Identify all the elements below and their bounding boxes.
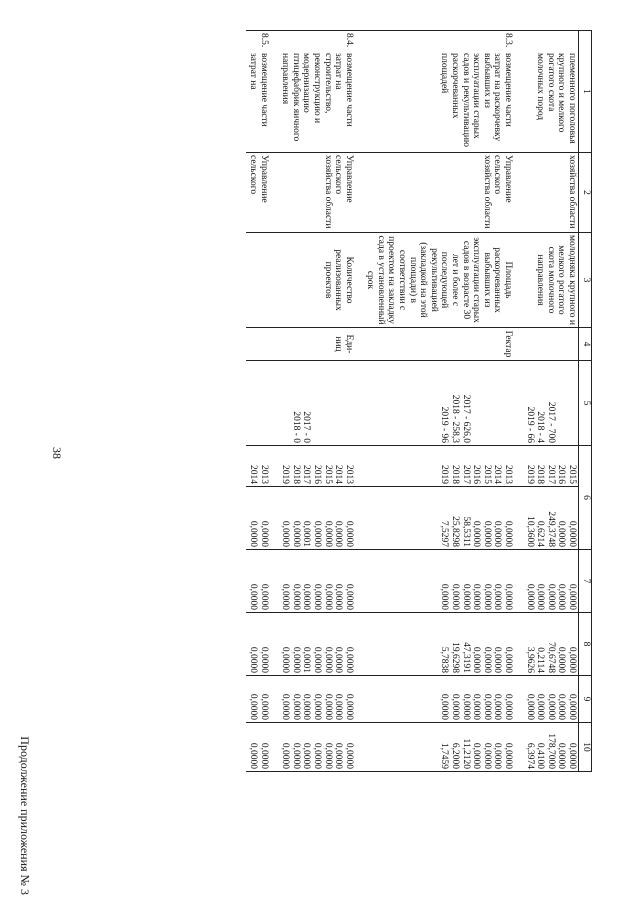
funding-value: 0,0000 — [492, 646, 503, 673]
target-value-cell — [246, 361, 278, 446]
funding-value: 0,0000 — [492, 583, 503, 610]
funding-value: 0,0000 — [280, 520, 291, 547]
funding-value: 7,5297 — [439, 520, 450, 547]
funding-cell-v9 — [364, 613, 523, 676]
year-value: 2017 — [460, 465, 471, 484]
funding-cell-v11 — [246, 723, 278, 772]
year-value: 2018 — [535, 465, 546, 484]
funding-cell-v7 — [246, 487, 278, 550]
funding-value: 0,0000 — [545, 583, 556, 610]
funding-value: 0,0000 — [311, 583, 322, 610]
col-header-4: 4 — [579, 328, 592, 361]
funding-value: 58,5311 — [460, 516, 471, 547]
table-row — [279, 31, 364, 772]
funding-value: 0,0000 — [567, 693, 577, 720]
col-header-9: 9 — [579, 676, 592, 723]
funding-value: 5,7838 — [439, 646, 450, 673]
year-value: 2019 — [439, 465, 450, 484]
funding-cell-v11 — [364, 723, 523, 772]
funding-value: 0,0000 — [301, 583, 312, 610]
funding-value: 0,0000 — [322, 520, 333, 547]
measure-cell — [279, 31, 364, 153]
funding-value: 6,3974 — [524, 742, 535, 769]
year-value: 2014 — [333, 465, 344, 484]
funding-value: 0,0000 — [311, 742, 322, 769]
year-value: 2015 — [481, 465, 492, 484]
header-row — [579, 31, 592, 772]
executor-cell: хозяйства области — [523, 153, 578, 233]
funding-cell-v10 — [246, 676, 278, 723]
funding-value: 0,0000 — [343, 583, 354, 610]
indicator-cell — [246, 233, 278, 328]
funding-value: 0,0000 — [258, 520, 269, 547]
funding-value: 249,3748 — [545, 511, 556, 547]
funding-value: 0,0000 — [524, 693, 535, 720]
funding-value: 0,0000 — [567, 646, 577, 673]
funding-value: 0,0000 — [247, 520, 258, 547]
funding-cell-v10 — [364, 676, 523, 723]
funding-value: 0,0000 — [322, 646, 333, 673]
program-table — [246, 30, 592, 772]
funding-value: 0,0000 — [556, 693, 567, 720]
year-value: 2016 — [311, 465, 322, 484]
funding-value: 0,0001 — [301, 646, 312, 673]
year-value: 2013 — [503, 465, 514, 484]
col-header-2: 2 — [579, 153, 592, 233]
funding-value: 0,0000 — [503, 583, 514, 610]
funding-value: 0,0000 — [258, 646, 269, 673]
funding-cell-v8 — [364, 550, 523, 613]
funding-value: 0,0000 — [460, 583, 471, 610]
year-value: 2017 — [545, 465, 556, 484]
col-header-8: 8 — [579, 613, 592, 676]
funding-value: 0,0000 — [471, 693, 482, 720]
funding-value: 0,0000 — [556, 520, 567, 547]
target-value-cell: 2017 - 700 2018 - 4 2019 - 66 — [523, 361, 578, 446]
executor-cell: Управление сельского хозяйства области — [364, 153, 523, 233]
year-value: 2013 — [258, 465, 269, 484]
appendix-label: Продолжение приложения № 3 — [18, 736, 32, 895]
funding-cell-v7 — [279, 487, 364, 550]
funding-value: 0,0000 — [492, 693, 503, 720]
funding-value: 0,0000 — [450, 583, 461, 610]
funding-value: 0,0000 — [439, 693, 450, 720]
funding-value: 178,7000 — [545, 733, 556, 769]
page-number: 38 — [50, 447, 64, 459]
measure-text: племенного поголовья крупного и мелкого рогатого скота молочных пород — [535, 53, 577, 144]
indicator-cell: молодняка крупного и мелкого рогатого скота молочного направления — [523, 233, 578, 328]
funding-value: 0,0000 — [280, 583, 291, 610]
funding-value: 0,0000 — [247, 742, 258, 769]
funding-value: 0,0000 — [481, 693, 492, 720]
funding-value: 0,0000 — [343, 693, 354, 720]
year-value: 2014 — [247, 465, 258, 484]
unit-cell — [523, 328, 578, 361]
funding-value: 0,0000 — [247, 646, 258, 673]
funding-value: 0,0000 — [556, 742, 567, 769]
table-body — [246, 31, 578, 772]
funding-value: 0,0000 — [535, 583, 546, 610]
funding-cell-v11 — [523, 723, 578, 772]
item-number: 8.5. — [258, 33, 269, 48]
funding-value: 0,0000 — [343, 520, 354, 547]
measure-text: возмещение части затрат на строительство, реконструкцию и модернизацию птицефабрик яичного направления — [280, 53, 354, 142]
table-row — [523, 31, 578, 772]
indicator-cell: Площадь раскорчеванных выбывших из эксплуатации старых садов в возрасте 30 лет и более с последующей рекультивацией (закладкой на этой площади) в соответствии с проектом на закладку сада в установленный срок — [364, 233, 523, 328]
target-value-cell: 2017 - 626,0 2018 - 258,3 2019 - 96 — [364, 361, 523, 446]
item-number: 8.4. — [343, 33, 354, 48]
funding-value: 0,0000 — [503, 646, 514, 673]
funding-value: 1,7459 — [439, 742, 450, 769]
funding-value: 0,0000 — [567, 520, 577, 547]
funding-value: 0,0000 — [311, 646, 322, 673]
funding-cell-v10 — [523, 676, 578, 723]
year-value: 2015 — [322, 465, 333, 484]
year-value: 2016 — [471, 465, 482, 484]
table-row — [364, 31, 523, 772]
funding-value: 0,4100 — [535, 742, 546, 769]
year-value: 2019 — [524, 465, 535, 484]
funding-value: 0,0000 — [492, 520, 503, 547]
measure-cell — [246, 31, 278, 153]
funding-value: 0,0000 — [322, 693, 333, 720]
funding-value: 0,0000 — [567, 583, 577, 610]
measure-text: возмещение части затрат на — [247, 53, 269, 127]
funding-value: 0,0000 — [311, 520, 322, 547]
funding-cell-v11 — [279, 723, 364, 772]
funding-value: 0,0000 — [471, 583, 482, 610]
funding-cell-v8 — [246, 550, 278, 613]
year-value: 2016 — [556, 465, 567, 484]
funding-value: 0,0000 — [343, 646, 354, 673]
col-header-6: 6 — [579, 446, 592, 550]
item-number — [535, 33, 577, 53]
funding-value: 0,0000 — [471, 520, 482, 547]
funding-value: 0,0000 — [258, 583, 269, 610]
years-cell — [364, 446, 523, 487]
funding-value: 0,0000 — [503, 520, 514, 547]
funding-cell-v7 — [364, 487, 523, 550]
funding-value: 0,0000 — [481, 646, 492, 673]
funding-value: 0,0000 — [333, 742, 344, 769]
funding-value: 0,2114 — [535, 647, 546, 673]
year-value: 2018 — [290, 465, 301, 484]
funding-value: 0,0000 — [556, 583, 567, 610]
funding-value: 0,0000 — [258, 693, 269, 720]
year-value: 2017 — [301, 465, 312, 484]
funding-value: 0,0000 — [556, 646, 567, 673]
funding-value: 0,0000 — [343, 742, 354, 769]
funding-value: 19,6298 — [450, 642, 461, 673]
funding-value: 0,0000 — [290, 646, 301, 673]
funding-value: 0,0000 — [333, 583, 344, 610]
funding-value: 0,0001 — [301, 520, 312, 547]
funding-value: 47,3191 — [460, 642, 471, 673]
funding-value: 0,0000 — [450, 693, 461, 720]
col-header-5: 5 — [579, 361, 592, 446]
funding-value: 0,0000 — [481, 742, 492, 769]
funding-cell-v8 — [279, 550, 364, 613]
unit-cell: Еди-ниц — [279, 328, 364, 361]
funding-value: 0,0000 — [290, 742, 301, 769]
unit-cell: Гектар — [364, 328, 523, 361]
funding-value: 6,2000 — [450, 742, 461, 769]
funding-value: 0,0000 — [471, 742, 482, 769]
funding-value: 0,0000 — [280, 646, 291, 673]
funding-cell-v7 — [523, 487, 578, 550]
funding-value: 10,3600 — [524, 516, 535, 547]
col-header-10: 10 — [579, 723, 592, 772]
indicator-cell: Количество реализованных проектов — [279, 233, 364, 328]
unit-cell — [246, 328, 278, 361]
funding-value: 0,0000 — [247, 583, 258, 610]
col-header-7: 7 — [579, 550, 592, 613]
funding-value: 0,0000 — [322, 583, 333, 610]
col-header-1: 1 — [579, 31, 592, 153]
funding-value: 0,0000 — [333, 520, 344, 547]
funding-value: 0,0000 — [333, 693, 344, 720]
funding-value: 0,0000 — [280, 742, 291, 769]
funding-value: 0,0000 — [258, 742, 269, 769]
funding-value: 0,0000 — [290, 693, 301, 720]
funding-value: 0,0000 — [333, 646, 344, 673]
funding-value: 0,0000 — [481, 583, 492, 610]
funding-value: 0,0000 — [290, 520, 301, 547]
funding-value: 0,0000 — [503, 693, 514, 720]
funding-cell-v9 — [279, 613, 364, 676]
measure-cell — [523, 31, 578, 153]
year-value: 2013 — [343, 465, 354, 484]
col-header-3: 3 — [579, 233, 592, 328]
funding-value: 0,0000 — [492, 742, 503, 769]
executor-cell: Управление сельского — [246, 153, 278, 233]
funding-value: 0,0000 — [247, 693, 258, 720]
funding-value: 0,0000 — [471, 646, 482, 673]
year-value: 2018 — [450, 465, 461, 484]
funding-value: 0,6214 — [535, 520, 546, 547]
funding-value: 70,6748 — [545, 642, 556, 673]
funding-value: 0,0000 — [535, 693, 546, 720]
funding-value: 0,0000 — [439, 583, 450, 610]
executor-cell: Управление сельского хозяйства области — [279, 153, 364, 233]
funding-value: 3,9626 — [524, 646, 535, 673]
funding-cell-v9 — [523, 613, 578, 676]
year-value: 2019 — [280, 465, 291, 484]
funding-value: 0,0000 — [524, 583, 535, 610]
funding-value: 0,0000 — [481, 520, 492, 547]
years-cell — [279, 446, 364, 487]
years-cell — [246, 446, 278, 487]
funding-value: 0,0000 — [311, 693, 322, 720]
years-cell — [523, 446, 578, 487]
funding-value: 0,0000 — [460, 693, 471, 720]
measure-cell — [364, 31, 523, 153]
funding-value: 0,0000 — [301, 693, 312, 720]
funding-value: 0,0000 — [280, 693, 291, 720]
year-value: 2014 — [492, 465, 503, 484]
funding-value: 0,0000 — [290, 583, 301, 610]
measure-text: возмещение части затрат на раскорчевку выбывших из эксплуатации старых садов и рекультивацию раскорчеванных площадей — [439, 53, 514, 148]
table-row — [246, 31, 278, 772]
target-value-cell: 2017 - 0 2018 - 0 — [279, 361, 364, 446]
funding-cell-v10 — [279, 676, 364, 723]
funding-value: 11,2120 — [460, 738, 471, 769]
year-value: 2015 — [567, 465, 577, 484]
funding-value: 0,0000 — [567, 742, 577, 769]
funding-cell-v8 — [523, 550, 578, 613]
funding-cell-v9 — [246, 613, 278, 676]
funding-value: 25,8298 — [450, 516, 461, 547]
funding-value: 0,0000 — [322, 742, 333, 769]
funding-value: 0,0000 — [545, 693, 556, 720]
funding-value: 0,0000 — [503, 742, 514, 769]
funding-value: 0,0000 — [301, 742, 312, 769]
item-number: 8.3. — [503, 33, 514, 48]
